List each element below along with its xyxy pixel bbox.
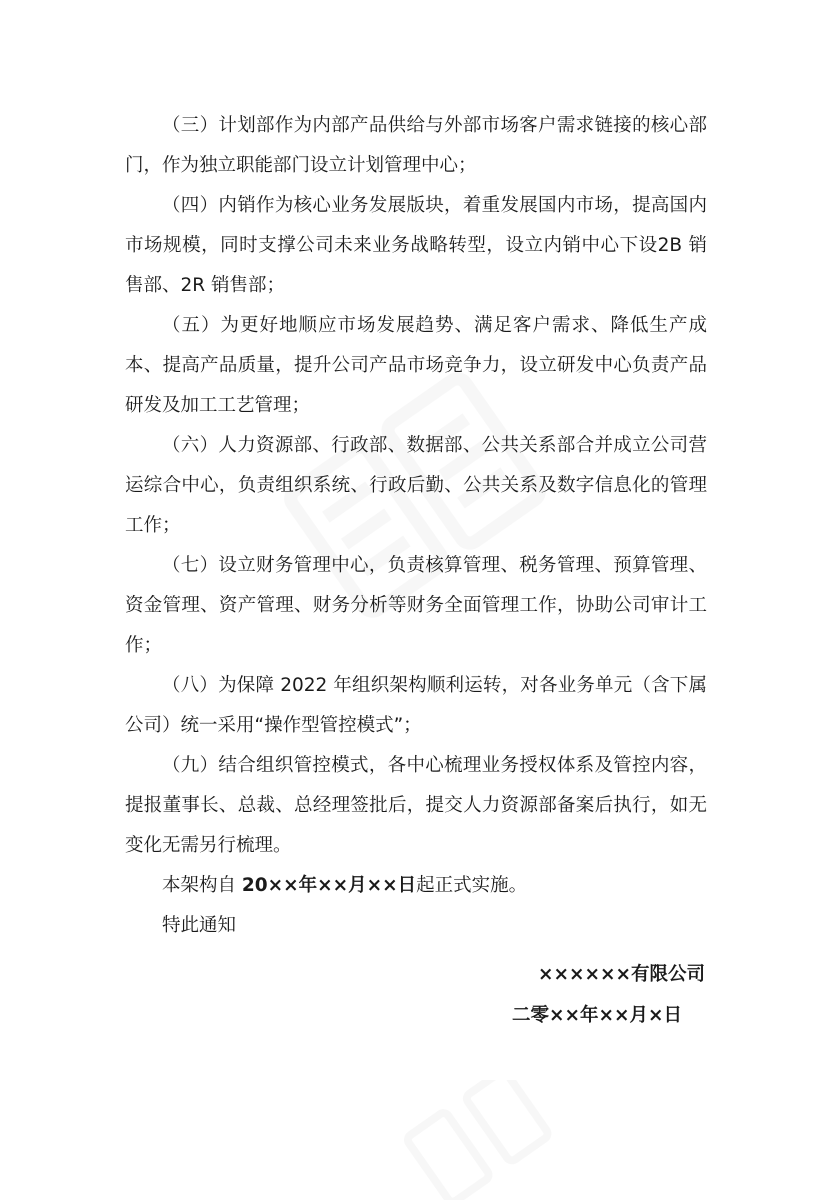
clause-4: （四）内销作为核心业务发展版块，着重发展国内市场，提高国内市场规模，同时支撑公司未来业务战略转型，设立内销中心下设2B 销售部、2R 销售部； — [125, 195, 707, 296]
clause-6: （六）人力资源部、行政部、数据部、公共关系部合并成立公司营运综合中心，负责组织系统、行政后勤、公共关系及数字信息化的管理工作； — [125, 435, 707, 536]
document-body — [125, 106, 707, 946]
effective-date: 20××年××月××日 — [241, 875, 417, 896]
effective-prefix: 本架构自 — [162, 875, 242, 896]
clause-3: （三）计划部作为内部产品供给与外部市场客户需求链接的核心部门，作为独立职能部门设立计划管理中心； — [125, 115, 707, 176]
effective-statement — [125, 866, 707, 906]
watermark-logo-bottom — [380, 1080, 580, 1200]
effective-suffix: 起正式实施。 — [416, 875, 528, 896]
clause-8: （八）为保障 2022 年组织架构顺利运转，对各业务单元（含下属公司）统一采用“操作型管控模式”； — [125, 675, 707, 736]
clause-5: （五）为更好地顺应市场发展趋势、满足客户需求、降低生产成本、提高产品质量，提升公司产品市场竞争力，设立研发中心负责产品研发及加工工艺管理； — [125, 315, 707, 416]
notice-line: 特此通知 — [162, 915, 237, 936]
clause-9: （九）结合组织管控模式，各中心梳理业务授权体系及管控内容，提报董事长、总裁、总经理签批后，提交人力资源部备案后执行，如无变化无需另行梳理。 — [125, 755, 707, 856]
signature-date: 二零××年××月×日 — [511, 1005, 682, 1026]
signature-company: ××××××有限公司 — [537, 964, 705, 985]
clause-7: （七）设立财务管理中心，负责核算管理、税务管理、预算管理、资金管理、资产管理、财务分析等财务全面管理工作，协助公司审计工作； — [125, 555, 707, 656]
